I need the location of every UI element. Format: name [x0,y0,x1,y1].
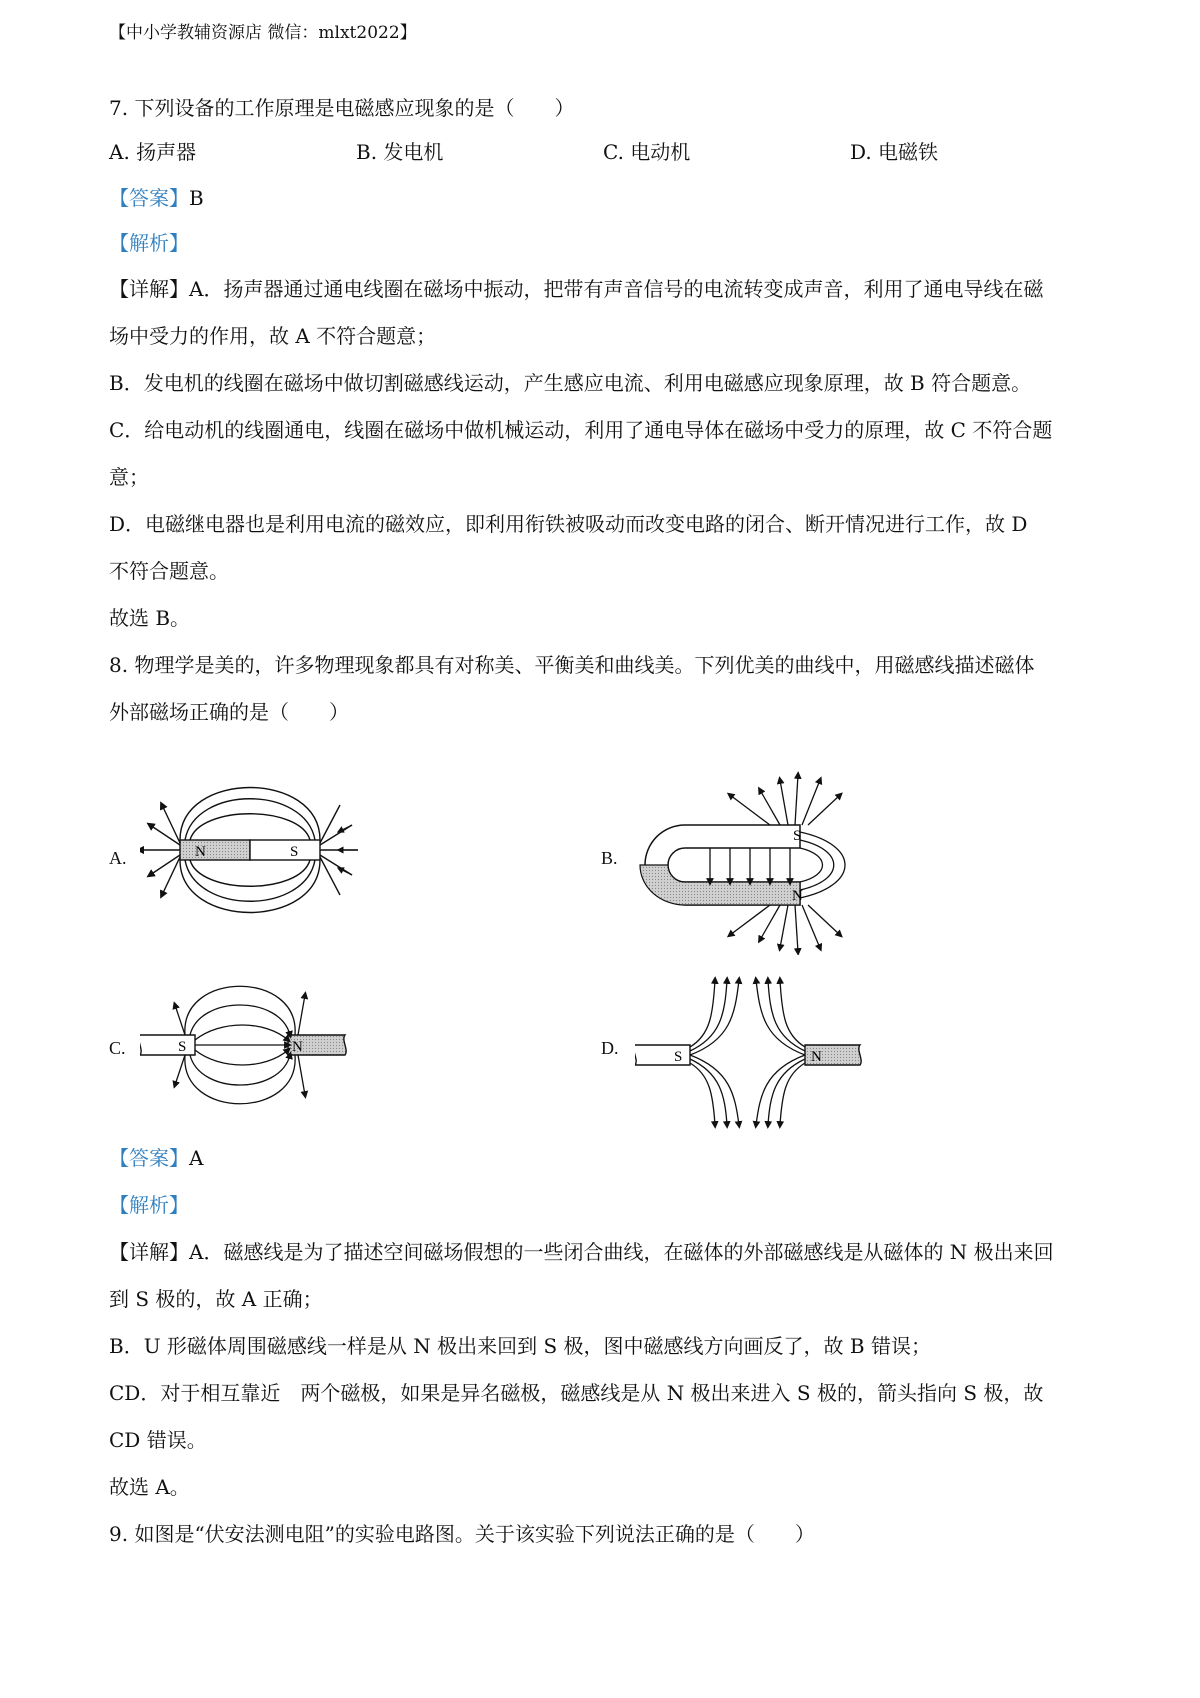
figure-label-d: D. [601,1038,619,1058]
page-header: 【中小学教辅资源店 微信：mlxt2022】 [109,23,417,43]
q7-detail-line: 故选 B。 [109,606,191,630]
q8-answer [109,1144,203,1172]
pole-n-label: N [292,1039,303,1055]
answer-tag: 【答案】 [109,186,189,210]
figure-label-a: A. [109,848,127,868]
pole-n-label: N [811,1049,822,1065]
figure-label-c: C. [109,1038,126,1058]
q8-stem-line: 外部磁场正确的是（ ） [109,700,349,724]
q8-stem-line: 8. 物理学是美的，许多物理现象都具有对称美、平衡美和曲线美。下列优美的曲线中，用磁感线描述磁体 [109,653,1035,677]
q7-answer [109,184,204,212]
answer-tag: 【答案】 [109,1146,189,1170]
figure-label-b: B. [601,848,618,868]
figure-b-u-magnet [630,770,870,955]
q7-option-b: B. 发电机 [356,140,444,164]
q8-detail-line: B．U 形磁体周围磁感线一样是从 N 极出来回到 S 极，图中磁感线方向画反了，故 B 错误； [109,1334,931,1358]
q7-detail-line: 场中受力的作用，故 A 不符合题意； [109,324,437,348]
q7-detail-line: 不符合题意。 [109,559,229,583]
q7-detail-line: B．发电机的线圈在磁场中做切割磁感线运动，产生感应电流、利用电磁感应现象原理，故 B 符合题意。 [109,371,1032,395]
q8-detail-line: 故选 A。 [109,1475,190,1499]
q8-detail-line: CD 错误。 [109,1428,207,1452]
q7-stem: 7. 下列设备的工作原理是电磁感应现象的是（ ） [109,96,575,120]
q8-detail-line: 到 S 极的，故 A 正确； [109,1287,323,1311]
q8-detail-line: 【详解】A．磁感线是为了描述空间磁场假想的一些闭合曲线，在磁体的外部磁感线是从磁体的 N 极出来回 [109,1240,1054,1264]
q7-detail-line: D．电磁继电器也是利用电流的磁效应，即利用衔铁被吸动而改变电路的闭合、断开情况进行工作，故 D [109,512,1028,536]
pole-s-label: S [178,1039,187,1055]
answer-value: B [189,186,204,210]
q7-option-d: D. 电磁铁 [850,140,939,164]
q7-analysis-tag: 【解析】 [109,231,189,255]
pole-s-label: S [674,1049,683,1065]
pole-s-label: S [793,828,802,844]
q7-detail-line: 【详解】A．扬声器通过通电线圈在磁场中振动，把带有声音信号的电流转变成声音，利用了通电导线在磁 [109,277,1044,301]
q9-stem: 9. 如图是“伏安法测电阻”的实验电路图。关于该实验下列说法正确的是（ ） [109,1522,815,1546]
q7-detail-line: C．给电动机的线圈通电，线圈在磁场中做机械运动，利用了通电导体在磁场中受力的原理，故 C 不符合题 [109,418,1053,442]
pole-s-label: S [290,844,299,860]
figure-d-poles [635,975,870,1130]
pole-n-label: N [195,844,206,860]
q8-analysis-tag: 【解析】 [109,1193,189,1217]
pole-n-label: N [792,888,803,904]
answer-value: A [189,1146,204,1170]
figure-a-bar-magnet [140,775,360,925]
q8-detail-line: CD．对于相互靠近 两个磁极，如果是异名磁极，磁感线是从 N 极出来进入 S 极的，箭头指向 S 极，故 [109,1381,1044,1405]
q7-option-a: A. 扬声器 [109,140,197,164]
figure-c-unlike-poles [140,975,355,1115]
q7-option-c: C. 电动机 [603,140,691,164]
q7-detail-line: 意； [109,465,149,489]
